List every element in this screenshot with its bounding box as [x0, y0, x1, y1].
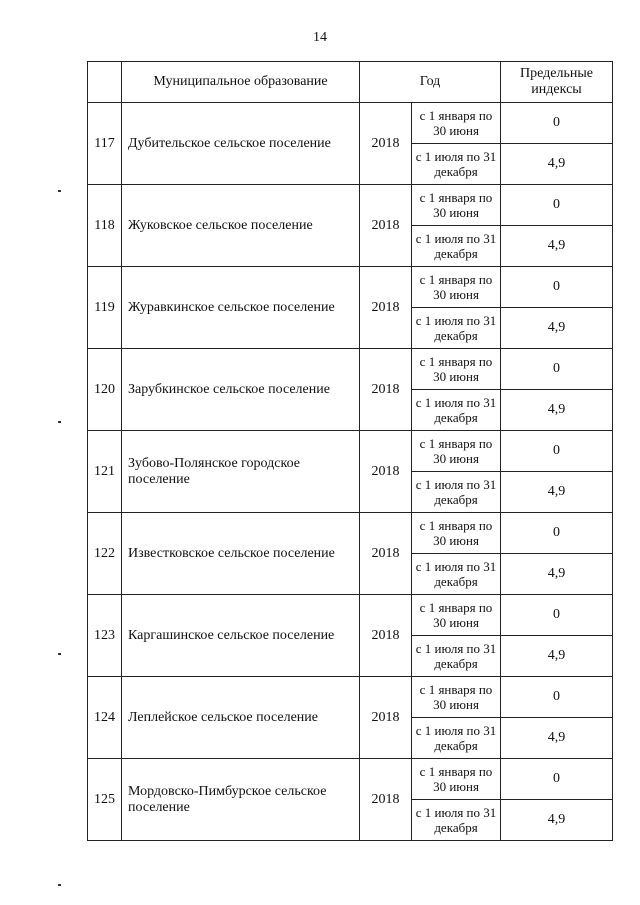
header-index: Предельные индексы — [501, 62, 613, 103]
period-first-half: с 1 января по 30 июня — [412, 185, 501, 226]
period-first-half: с 1 января по 30 июня — [412, 677, 501, 718]
period-first-half: с 1 января по 30 июня — [412, 759, 501, 800]
table-body — [88, 103, 613, 841]
table-row — [88, 759, 613, 800]
municipality-name: Известковское сельское поселение — [122, 513, 360, 595]
row-number: 122 — [88, 513, 122, 595]
index-first-half: 0 — [501, 595, 613, 636]
period-first-half: с 1 января по 30 июня — [412, 349, 501, 390]
municipality-name: Дубительское сельское поселение — [122, 103, 360, 185]
table-row — [88, 513, 613, 554]
year-cell: 2018 — [360, 103, 412, 185]
page-number: 14 — [313, 30, 327, 45]
index-second-half: 4,9 — [501, 144, 613, 185]
period-second-half: с 1 июля по 31 декабря — [412, 718, 501, 759]
row-number: 118 — [88, 185, 122, 267]
header-municipality: Муниципальное образование — [122, 62, 360, 103]
period-first-half: с 1 января по 30 июня — [412, 513, 501, 554]
municipality-name: Мордовско-Пимбурское сельское поселение — [122, 759, 360, 841]
year-cell: 2018 — [360, 267, 412, 349]
year-cell: 2018 — [360, 759, 412, 841]
index-first-half: 0 — [501, 103, 613, 144]
row-number: 123 — [88, 595, 122, 677]
period-first-half: с 1 января по 30 июня — [412, 595, 501, 636]
period-second-half: с 1 июля по 31 декабря — [412, 144, 501, 185]
municipality-name: Журавкинское сельское поселение — [122, 267, 360, 349]
row-number: 120 — [88, 349, 122, 431]
period-second-half: с 1 июля по 31 декабря — [412, 636, 501, 677]
table-row — [88, 349, 613, 390]
period-first-half: с 1 января по 30 июня — [412, 267, 501, 308]
municipality-name: Зарубкинское сельское поселение — [122, 349, 360, 431]
index-first-half: 0 — [501, 677, 613, 718]
index-first-half: 0 — [501, 349, 613, 390]
index-first-half: 0 — [501, 513, 613, 554]
period-second-half: с 1 июля по 31 декабря — [412, 800, 501, 841]
index-second-half: 4,9 — [501, 472, 613, 513]
index-second-half: 4,9 — [501, 636, 613, 677]
period-second-half: с 1 июля по 31 декабря — [412, 308, 501, 349]
scan-mark — [58, 884, 61, 886]
indices-table — [87, 61, 613, 841]
period-first-half: с 1 января по 30 июня — [412, 103, 501, 144]
table-row — [88, 267, 613, 308]
period-second-half: с 1 июля по 31 декабря — [412, 472, 501, 513]
row-number: 124 — [88, 677, 122, 759]
scan-mark — [58, 421, 61, 423]
row-number: 125 — [88, 759, 122, 841]
table-row — [88, 103, 613, 144]
municipality-name: Жуковское сельское поселение — [122, 185, 360, 267]
table-row — [88, 431, 613, 472]
index-first-half: 0 — [501, 185, 613, 226]
period-second-half: с 1 июля по 31 декабря — [412, 390, 501, 431]
municipality-name: Леплейское сельское поселение — [122, 677, 360, 759]
year-cell: 2018 — [360, 513, 412, 595]
index-second-half: 4,9 — [501, 800, 613, 841]
table-row — [88, 185, 613, 226]
index-second-half: 4,9 — [501, 390, 613, 431]
table-header-row — [88, 62, 613, 103]
municipality-name: Зубово-Полянское городское поселение — [122, 431, 360, 513]
row-number: 119 — [88, 267, 122, 349]
period-first-half: с 1 января по 30 июня — [412, 431, 501, 472]
year-cell: 2018 — [360, 349, 412, 431]
period-second-half: с 1 июля по 31 декабря — [412, 226, 501, 267]
header-num — [88, 62, 122, 103]
year-cell: 2018 — [360, 431, 412, 513]
year-cell: 2018 — [360, 595, 412, 677]
index-second-half: 4,9 — [501, 226, 613, 267]
table-row — [88, 677, 613, 718]
index-second-half: 4,9 — [501, 718, 613, 759]
index-second-half: 4,9 — [501, 308, 613, 349]
index-second-half: 4,9 — [501, 554, 613, 595]
table-row — [88, 595, 613, 636]
scan-mark — [58, 653, 61, 655]
row-number: 121 — [88, 431, 122, 513]
index-first-half: 0 — [501, 267, 613, 308]
scan-mark — [58, 190, 61, 192]
index-first-half: 0 — [501, 759, 613, 800]
period-second-half: с 1 июля по 31 декабря — [412, 554, 501, 595]
index-first-half: 0 — [501, 431, 613, 472]
year-cell: 2018 — [360, 185, 412, 267]
header-year: Год — [360, 62, 501, 103]
row-number: 117 — [88, 103, 122, 185]
year-cell: 2018 — [360, 677, 412, 759]
municipality-name: Каргашинское сельское поселение — [122, 595, 360, 677]
